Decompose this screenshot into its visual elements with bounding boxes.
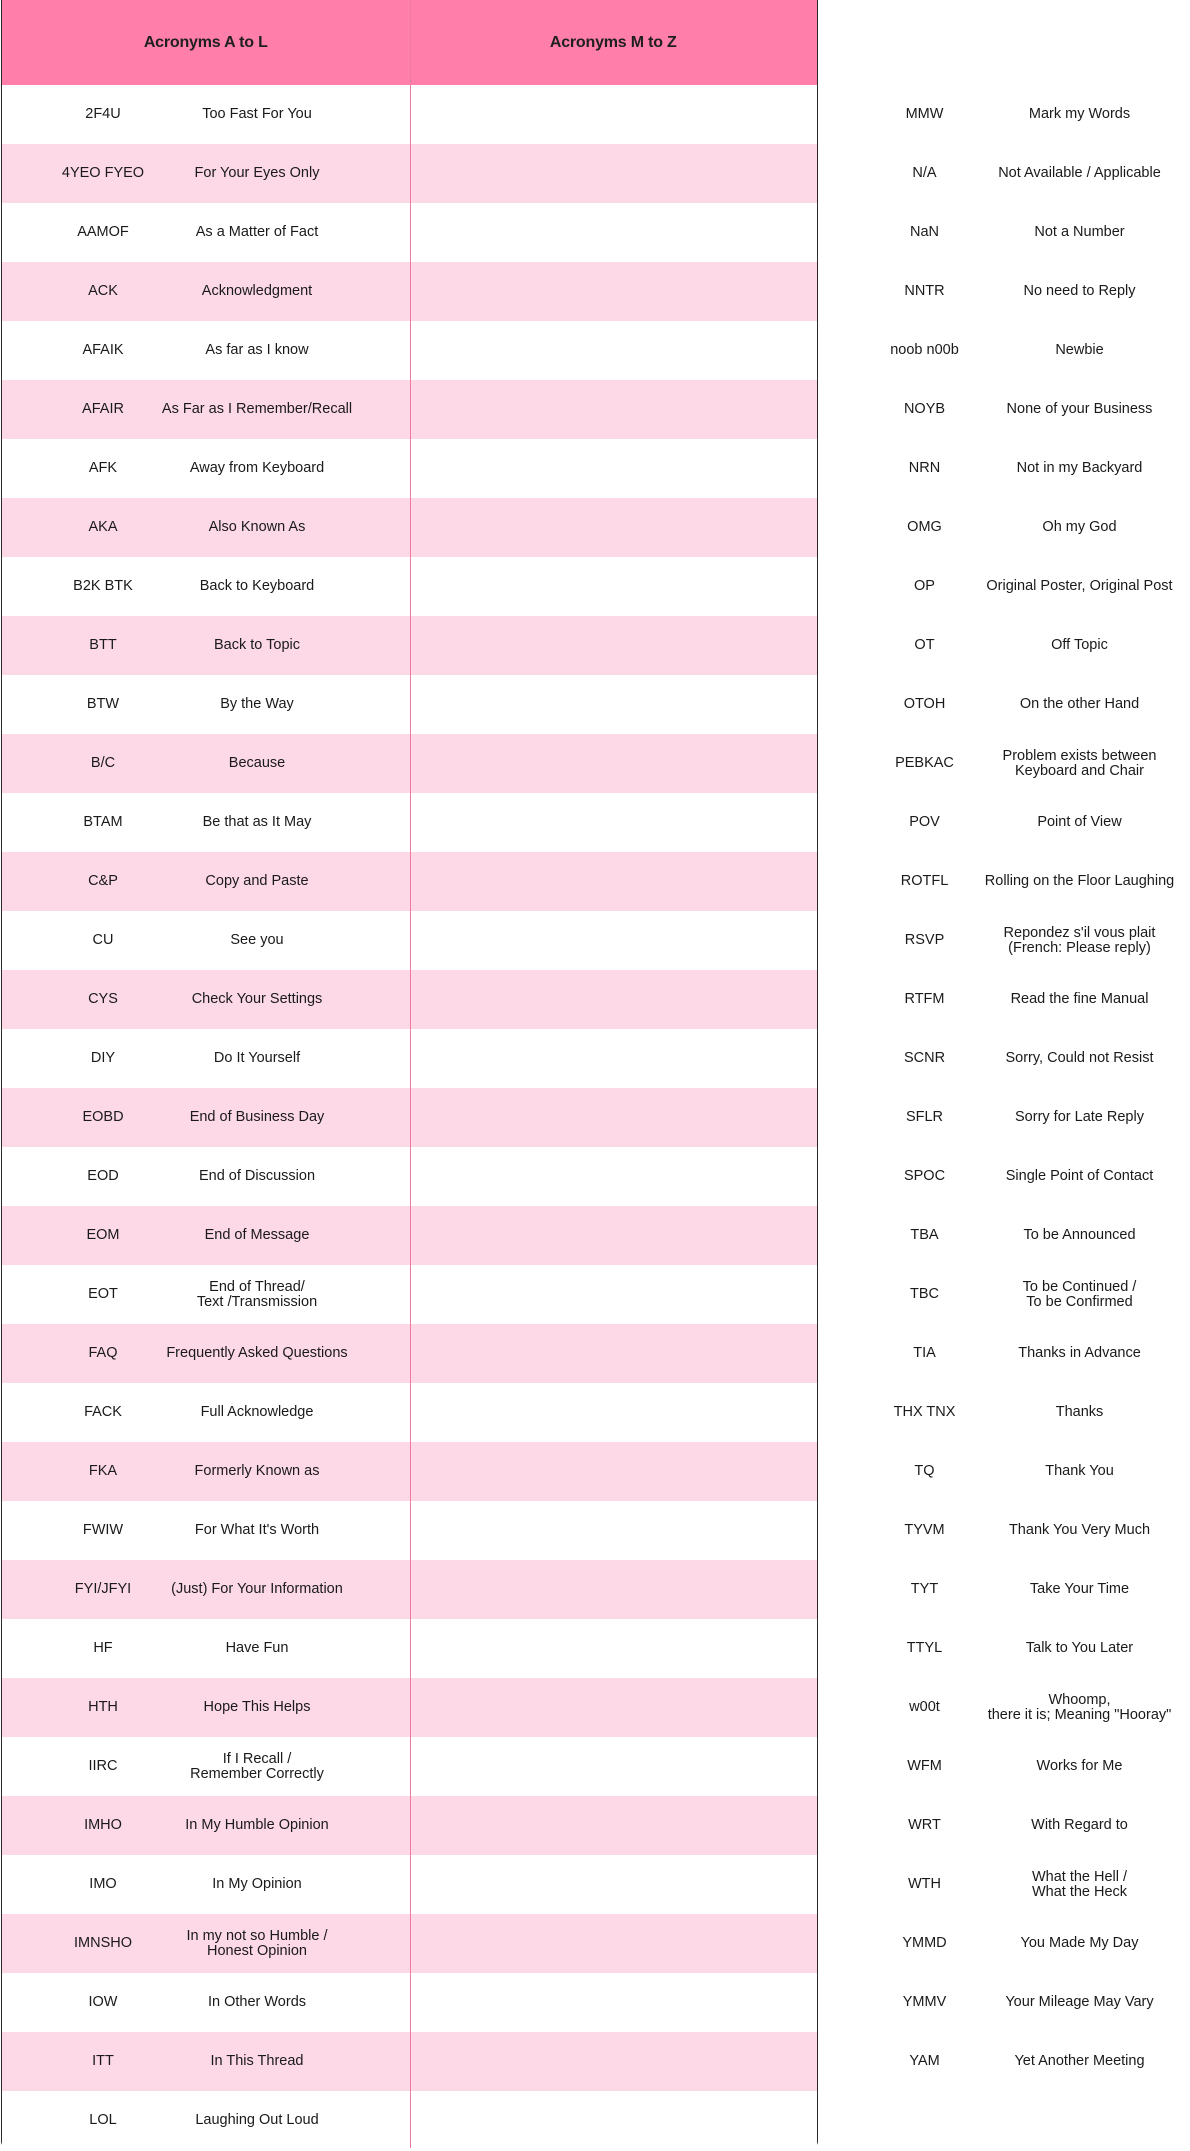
left-entry	[2, 1678, 410, 1737]
acronym-meaning: Rolling on the Floor Laughing	[984, 873, 1175, 889]
left-entry	[2, 144, 410, 203]
acronym: DIY	[90, 1050, 116, 1066]
left-entry	[2, 1619, 410, 1678]
acronym-meaning: By the Way	[220, 696, 294, 712]
left-entry	[2, 498, 410, 557]
right-entry	[410, 734, 1157, 793]
right-entry	[410, 1088, 1144, 1147]
acronym-table	[1, 0, 1175, 2149]
acronym-meaning: Talk to You Later	[1025, 1640, 1134, 1656]
right-entry	[410, 616, 1108, 675]
acronym-meaning: To be Announced	[1023, 1227, 1136, 1243]
acronym: CYS	[88, 991, 118, 1007]
acronym: TQ	[914, 1463, 935, 1479]
acronym: WRT	[908, 1817, 941, 1833]
right-entry	[410, 498, 1117, 557]
acronym-meaning: Back to Topic	[214, 637, 300, 653]
left-entry	[2, 793, 410, 852]
acronym-meaning: For Your Eyes Only	[194, 165, 320, 181]
acronym-meaning: Sorry for Late Reply	[1015, 1109, 1144, 1125]
acronym: HTH	[88, 1699, 118, 1715]
acronym: LOL	[89, 2112, 117, 2128]
acronym: TYT	[910, 1581, 939, 1597]
acronym: NNTR	[904, 283, 945, 299]
acronym-meaning: On the other Hand	[1019, 696, 1140, 712]
right-entry	[410, 970, 1149, 1029]
acronym-meaning: Too Fast For You	[202, 106, 312, 122]
column-divider	[410, 0, 411, 2148]
left-entry	[2, 262, 410, 321]
left-entry	[2, 2091, 410, 2150]
acronym: OTOH	[903, 696, 946, 712]
acronym-meaning: End of Message	[204, 1227, 310, 1243]
right-entry	[410, 1147, 1154, 1206]
right-entry	[410, 321, 1104, 380]
acronym-meaning: End of Thread/ Text /Transmission	[196, 1278, 318, 1310]
acronym: IMHO	[84, 1817, 122, 1833]
acronym-meaning: Thanks	[1055, 1404, 1104, 1420]
acronym-meaning: Thank You	[1045, 1463, 1114, 1479]
acronym-meaning: Frequently Asked Questions	[166, 1345, 348, 1361]
acronym-meaning: Newbie	[1055, 342, 1104, 358]
acronym: PEBKAC	[895, 755, 954, 771]
left-entry	[2, 1206, 410, 1265]
acronym-meaning: Check Your Settings	[191, 991, 323, 1007]
acronym: B/C	[90, 755, 116, 771]
acronym: YMMV	[902, 1994, 947, 2010]
acronym-meaning: Copy and Paste	[205, 873, 309, 889]
acronym-meaning: Acknowledgment	[201, 283, 313, 299]
left-entry	[2, 734, 410, 793]
acronym-meaning: To be Continued / To be Confirmed	[1022, 1278, 1137, 1310]
right-entry	[410, 203, 1125, 262]
right-entry	[410, 1324, 1141, 1383]
acronym-meaning: In My Humble Opinion	[185, 1817, 329, 1833]
left-entry	[2, 675, 410, 734]
left-entry	[2, 1088, 410, 1147]
right-entry	[410, 557, 1173, 616]
left-entry	[2, 321, 410, 380]
acronym-meaning: For What It's Worth	[194, 1522, 320, 1538]
acronym: TYVM	[904, 1522, 945, 1538]
right-entry	[410, 793, 1122, 852]
acronym: TBA	[910, 1227, 939, 1243]
right-entry	[410, 852, 1175, 911]
right-entry	[410, 1383, 1104, 1442]
right-entry	[410, 1560, 1130, 1619]
acronym-meaning: Back to Keyboard	[199, 578, 315, 594]
acronym: TBC	[910, 1286, 939, 1302]
left-entry	[2, 1855, 410, 1914]
acronym: w00t	[909, 1699, 940, 1715]
acronym-meaning: Formerly Known as	[194, 1463, 320, 1479]
acronym-meaning: Your Mileage May Vary	[1005, 1994, 1154, 2010]
acronym: THX TNX	[893, 1404, 956, 1420]
acronym: YAM	[909, 2053, 940, 2069]
acronym: NOYB	[903, 401, 946, 417]
acronym-meaning: Read the fine Manual	[1010, 991, 1149, 1007]
right-entry	[410, 1265, 1137, 1324]
acronym-meaning: Mark my Words	[1028, 106, 1131, 122]
left-entry	[2, 1501, 410, 1560]
acronym: BTT	[89, 637, 117, 653]
acronym-meaning: In Other Words	[207, 1994, 307, 2010]
acronym: ROTFL	[900, 873, 949, 889]
acronym: MMW	[905, 106, 944, 122]
acronym: SCNR	[903, 1050, 946, 1066]
right-entry	[410, 85, 1131, 144]
acronym-meaning: As far as I know	[205, 342, 309, 358]
acronym: BTAM	[83, 814, 123, 830]
acronym: B2K BTK	[73, 578, 133, 594]
acronym-meaning: Whoomp, there it is; Meaning "Hooray"	[987, 1691, 1172, 1723]
acronym-meaning: With Regard to	[1031, 1817, 1128, 1833]
right-entry	[410, 2032, 1145, 2091]
header-left-title: Acronyms A to L	[143, 33, 268, 51]
acronym-meaning: End of Business Day	[189, 1109, 325, 1125]
acronym: ACK	[88, 283, 118, 299]
acronym-meaning: Because	[228, 755, 286, 771]
left-entry	[2, 203, 410, 262]
acronym-meaning: Works for Me	[1036, 1758, 1123, 1774]
left-entry	[2, 380, 410, 439]
right-entry	[410, 1855, 1128, 1914]
acronym-meaning: Single Point of Contact	[1005, 1168, 1154, 1184]
acronym: FKA	[88, 1463, 118, 1479]
acronym-meaning: As Far as I Remember/Recall	[161, 401, 353, 417]
left-entry	[2, 970, 410, 1029]
acronym-meaning: Oh my God	[1042, 519, 1117, 535]
acronym: EOM	[86, 1227, 120, 1243]
left-entry	[2, 1324, 410, 1383]
right-entry	[410, 1973, 1154, 2032]
acronym: SPOC	[903, 1168, 946, 1184]
acronym-meaning: Not in my Backyard	[1016, 460, 1143, 476]
left-entry	[2, 439, 410, 498]
left-entry	[2, 2032, 410, 2091]
acronym: AFK	[88, 460, 118, 476]
acronym-meaning: In This Thread	[210, 2053, 304, 2069]
acronym: TTYL	[906, 1640, 943, 1656]
acronym: NRN	[908, 460, 941, 476]
acronym-meaning: What the Hell / What the Heck	[1031, 1868, 1128, 1900]
acronym-meaning: Not Available / Applicable	[998, 165, 1161, 181]
acronym-meaning: Full Acknowledge	[200, 1404, 314, 1420]
left-entry	[2, 1796, 410, 1855]
acronym: YMMD	[902, 1935, 947, 1951]
acronym: AAMOF	[77, 224, 129, 240]
acronym: IMNSHO	[74, 1935, 132, 1951]
acronym: AKA	[88, 519, 118, 535]
acronym: SFLR	[905, 1109, 944, 1125]
left-entry	[2, 911, 410, 970]
left-entry	[2, 852, 410, 911]
acronym: 4YEO FYEO	[61, 165, 145, 181]
acronym: OT	[914, 637, 935, 653]
acronym: WFM	[907, 1758, 942, 1774]
acronym-meaning: Laughing Out Loud	[195, 2112, 319, 2128]
right-entry	[410, 1206, 1136, 1265]
acronym-meaning: In my not so Humble / Honest Opinion	[186, 1927, 328, 1959]
acronym-meaning: Thanks in Advance	[1018, 1345, 1141, 1361]
acronym-meaning: Have Fun	[225, 1640, 289, 1656]
acronym: FWIW	[82, 1522, 124, 1538]
acronym: FYI/JFYI	[74, 1581, 132, 1597]
right-entry	[410, 439, 1143, 498]
acronym-meaning: Thank You Very Much	[1008, 1522, 1151, 1538]
left-entry	[2, 1973, 410, 2032]
acronym: ITT	[92, 2053, 114, 2069]
left-entry	[2, 1383, 410, 1442]
acronym-meaning: You Made My Day	[1020, 1935, 1139, 1951]
left-entry	[2, 85, 410, 144]
right-entry	[410, 1678, 1172, 1737]
acronym: RTFM	[904, 991, 945, 1007]
left-entry	[2, 1265, 410, 1324]
right-entry	[410, 144, 1161, 203]
acronym-meaning: Point of View	[1037, 814, 1122, 830]
acronym-meaning: Sorry, Could not Resist	[1005, 1050, 1154, 1066]
acronym: HF	[93, 1640, 113, 1656]
left-entry	[2, 1147, 410, 1206]
left-entry	[2, 1737, 410, 1796]
left-entry	[2, 1560, 410, 1619]
acronym: TIA	[913, 1345, 936, 1361]
acronym-meaning: (Just) For Your Information	[171, 1581, 343, 1597]
acronym: IIRC	[88, 1758, 118, 1774]
acronym: AFAIK	[82, 342, 124, 358]
acronym: FACK	[84, 1404, 122, 1420]
acronym: OP	[914, 578, 935, 594]
right-entry	[410, 262, 1136, 321]
acronym: IMO	[89, 1876, 117, 1892]
acronym: noob n00b	[890, 342, 959, 358]
acronym-meaning: Also Known As	[208, 519, 306, 535]
acronym-meaning: No need to Reply	[1023, 283, 1136, 299]
right-entry	[410, 675, 1140, 734]
acronym: WTH	[907, 1876, 941, 1892]
acronym-meaning: See you	[230, 932, 284, 948]
acronym: AFAIR	[82, 401, 124, 417]
acronym-meaning: Off Topic	[1051, 637, 1108, 653]
right-entry	[410, 1442, 1114, 1501]
acronym: C&P	[88, 873, 118, 889]
right-entry	[410, 1501, 1151, 1560]
acronym-meaning: End of Discussion	[198, 1168, 316, 1184]
acronym-meaning: Original Poster, Original Post	[986, 578, 1173, 594]
acronym: N/A	[912, 165, 937, 181]
acronym-meaning: Do It Yourself	[213, 1050, 301, 1066]
left-entry	[2, 1442, 410, 1501]
acronym-meaning: Not a Number	[1034, 224, 1125, 240]
acronym-meaning: Be that as It May	[202, 814, 312, 830]
acronym-meaning: Hope This Helps	[203, 1699, 311, 1715]
header-right-title: Acronyms M to Z	[549, 33, 677, 51]
right-entry	[410, 1029, 1154, 1088]
right-entry	[410, 2091, 818, 2150]
right-entry	[410, 1914, 1139, 1973]
right-entry	[410, 1737, 1123, 1796]
left-entry	[2, 616, 410, 675]
right-entry	[410, 380, 1153, 439]
right-entry	[410, 911, 1156, 970]
right-entry	[410, 1796, 1128, 1855]
acronym-meaning: If I Recall / Remember Correctly	[190, 1750, 324, 1782]
acronym-meaning: Yet Another Meeting	[1014, 2053, 1145, 2069]
acronym-meaning: Away from Keyboard	[189, 460, 325, 476]
left-entry	[2, 1029, 410, 1088]
acronym: IOW	[88, 1994, 118, 2010]
acronym-meaning: Problem exists between Keyboard and Chair	[1002, 747, 1157, 779]
acronym: CU	[92, 932, 114, 948]
acronym: EOBD	[82, 1109, 124, 1125]
left-entry	[2, 1914, 410, 1973]
left-entry	[2, 557, 410, 616]
acronym: BTW	[86, 696, 120, 712]
acronym-meaning: As a Matter of Fact	[195, 224, 319, 240]
acronym-meaning: In My Opinion	[212, 1876, 302, 1892]
acronym-meaning: Repondez s'il vous plait (French: Please reply)	[1003, 924, 1156, 956]
acronym-meaning: None of your Business	[1006, 401, 1153, 417]
acronym: 2F4U	[85, 106, 121, 122]
acronym: NaN	[909, 224, 939, 240]
right-entry	[410, 1619, 1134, 1678]
acronym-meaning: Take Your Time	[1029, 1581, 1130, 1597]
acronym: POV	[909, 814, 940, 830]
acronym: EOD	[87, 1168, 119, 1184]
acronym: FAQ	[88, 1345, 118, 1361]
acronym: EOT	[88, 1286, 118, 1302]
acronym: OMG	[907, 519, 942, 535]
acronym: RSVP	[904, 932, 945, 948]
